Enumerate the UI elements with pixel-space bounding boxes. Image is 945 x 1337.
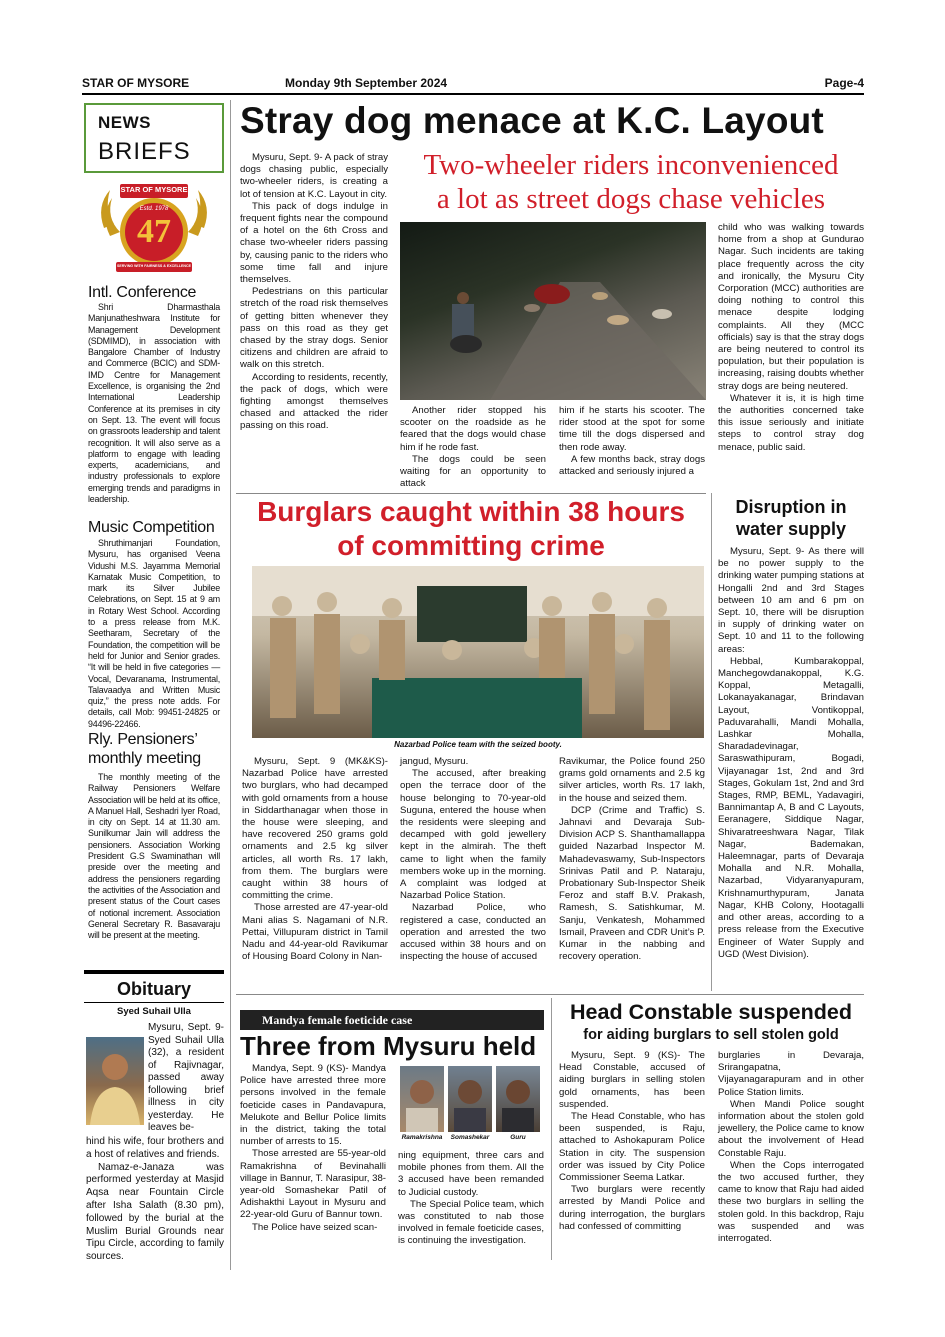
briefs-title-box bbox=[84, 103, 224, 173]
accused-photo-3 bbox=[496, 1066, 540, 1132]
stray-paragraph: A few months back, stray dogs attacked and seriously injured a bbox=[559, 453, 705, 478]
stray-paragraph: Mysuru, Sept. 9- A pack of stray dogs chasing public, especially two-wheeler riders, is creating a lot of tension at K.C. Layout in city. bbox=[240, 152, 388, 200]
burglars-headline bbox=[238, 495, 704, 563]
stray-photo bbox=[400, 222, 706, 400]
burglars-paragraph: jangud, Mysuru. bbox=[400, 756, 469, 767]
brief-paragraph: Shri Dharmasthala Manjunatheshwara Institute for Management Development (SDMIMD), in association with Bangalore Chamber of Industry and Commerce (BCIC) and SDM-IMD Centre for Management Excellence, is organising the 2nd International Leadership Conference at its premises in city on Sept. 13. The event will focus on grassroots leadership and talent recognition. It will also serve as a platform to engage with leading experts, academicians, and industry professionals to explore emerging trends and paradigms in leadership. bbox=[88, 302, 220, 505]
constable-subheadline: for aiding burglars to sell stolen gold bbox=[583, 1027, 839, 1043]
accused-photo-1 bbox=[400, 1066, 444, 1132]
burglars-col3 bbox=[559, 756, 705, 963]
burglars-col2 bbox=[400, 756, 546, 963]
column-divider-right bbox=[711, 493, 712, 991]
water-headline bbox=[716, 496, 866, 540]
burglars-paragraph: Mysuru, Sept. 9 (MK&KS)- Nazarbad Police have arrested two burglars, who had decamped with gold ornaments from a house in Siddarthanagar when those in the house were sleeping, and have recovered 250 grams gold ornaments and 2.5 kg silver articles, all worth Rs. 17 lakh, from them. The burglars were caught within 38 hours of committing the crime. bbox=[242, 756, 388, 902]
feticide-paragraph: Those arrested are 55-year-old Ramakrishna of Bevinahalli village in Bannur, T. Narasipur, 38-year-old Somashekar Patil of Adishakthi Layout in Mysuru and 22-year-old Guru of Bannur town. bbox=[240, 1148, 386, 1221]
constable-paragraph: burglaries in Devaraja, Srirangapatna, Vijayanagarapuram and in other Police Station limits. bbox=[718, 1050, 864, 1098]
constable-paragraph: The Head Constable, who has been suspended, is Raju, attached to Ashokapuram Police Station in city. The suspension order was issued by City Police Commissioner Seema Latkar. bbox=[559, 1111, 705, 1184]
stray-paragraph: The dogs could be seen waiting for an opportunity to attack bbox=[400, 453, 546, 490]
constable-paragraph: Mysuru, Sept. 9 (KS)- The Head Constable, accused of aiding burglars in selling stolen gold ornaments, has been suspended. bbox=[559, 1050, 705, 1110]
page-number: Page-4 bbox=[824, 76, 864, 90]
brief-paragraph: Shruthimanjari Foundation, Mysuru, has organised Veena Vidushi M.S. Jayamma Memorial Karnatak Music Competition, to mark its Silver Jubilee Celebrations, on Sept. 15 at 9 am in Rotary West School. According to a press release from M.K. Seetharam, Secretary of the Foundation, the competition will be held for Junior and Senior grades. “It will be held in five categories — Vocal, Devaranama, Instrumental, Talavaadya and Written Music quiz,” the press note adds. For details, call Mob: 99451-24825 or 94496-22466. bbox=[88, 538, 220, 729]
stray-subheadline-line2: a lot as street dogs chase vehicles bbox=[436, 183, 826, 215]
burglars-paragraph: The accused, after breaking open the terrace door of the house belonging to 70-year-old Suguna, entered the house when the residents were sleeping and decamped with gold jewellery kept in the almirah. The theft came to light when the family members woke up in the morning. A complaint was lodged at Nazarbad Police Station. bbox=[400, 768, 546, 902]
masthead bbox=[82, 76, 864, 92]
water-headline-line2: water supply bbox=[735, 519, 847, 539]
paper-name: STAR OF MYSORE bbox=[82, 76, 190, 90]
brief-heading-music: Music Competition bbox=[88, 519, 215, 536]
obituary-paragraph: hind his wife, four brothers and a host of relatives and friends. bbox=[86, 1136, 224, 1160]
burglars-paragraph: Those arrested are 47-year-old Mani alias S. Nagamani of N.R. Pettai, Villupuram district in Tamil Nadu and 44-year-old Ravikumar of Housing Board Colony in Nan- bbox=[242, 902, 388, 963]
stray-paragraph: him if he starts his scooter. The rider stood at the spot for some time till the dogs dispersed and then rode away. bbox=[559, 405, 705, 453]
burglars-photo bbox=[252, 566, 704, 738]
constable-paragraph: Two burglars were recently arrested by Mandi Police and during interrogation, the burglars had confessed of committing bbox=[559, 1184, 705, 1232]
masthead-rule bbox=[82, 93, 864, 95]
anniversary-logo bbox=[90, 176, 218, 280]
accused-name-1: Ramakrishna bbox=[401, 1134, 443, 1141]
issue-date: Monday 9th September 2024 bbox=[285, 76, 448, 90]
briefs-title-news: NEWS bbox=[98, 113, 151, 132]
brief-paragraph: The monthly meeting of the Railway Pensioners Welfare Association will be held at its office, A Manuel Hall, Seshadri Iyer Road, in city on Sept. 14 at 11.30 am. Sunilkumar Jain will address the pensioners. Association Working President G.S Swaminathan will preside over the meeting and address the pensioners regarding the activities of the Association and present status of the Court cases of notional increment. Association General Secretary R. Basavaraju will be present at the meeting. bbox=[88, 772, 220, 941]
burglars-headline-line2: of committing crime bbox=[337, 530, 605, 561]
water-paragraph: Hebbal, Kumbarakoppal, Manchegowdanakoppal, K.G. Koppal, Metagalli, Lokanayakanagar, Brindavan Layout, Vontikoppal, Paduvarahalli, Mandi Mohalla, Lashkar Mohalla, Sharadadevinagar, Saraswathipuram, Bogadi, Vijayanagar 1st, 2nd and 3rd Stages, Gokulam 1st, 2nd and 3rd Stages, RMP, BEML, Yadavagiri, Bannimantap A, B and C Layouts, Eeranagere, Siddique Nagar, Shivaratreeshwara Nagar, Tilak Nagar, Bademakan, Haleemnagar, parts of Devaraja Mohalla and N.R. Mohalla, Nazarbad, Vidyaranyapuram, Krishnamurthypuram, Janata Nagar, KHB Colony, Hootagalli and other areas, according to a press release from the Executive Engineer of Water Supply and UGD (West Division). bbox=[718, 655, 864, 960]
obituary-text-full bbox=[86, 1136, 224, 1264]
burglars-paragraph: Nazarbad Police, who registered a case, conducted an operation and arrested the two accused within 38 hours and on inspecting the house of accused bbox=[400, 902, 546, 963]
burglars-paragraph: Ravikumar, the Police found 250 grams gold ornaments and 2.5 kg silver articles, worth Rs. 17 lakh, in the house and seized them. bbox=[559, 756, 705, 804]
accused-photos bbox=[398, 1066, 544, 1141]
burglars-paragraph: DCP (Crime and Traffic) S. Jahnavi and Devaraja Sub-Division ACP S. Shanthamallappa guided Nazarbad Inspector M. Mahadevaswamy, Sub-Inspectors Srinivas Patil and P. Nataraju, Probationary Sub-Inspector Sheik Feroz and staff B.V. Prakash, Ramesh, S. Satishkumar, M. Sanju, Venkatesh, Mohammed Ismail, Praveen and CDR Unit’s P. Kumar in the nabbing and recovery operation. bbox=[559, 804, 705, 963]
stray-col2 bbox=[400, 405, 546, 490]
section-divider bbox=[236, 493, 706, 494]
accused-name-3: Guru bbox=[510, 1134, 526, 1141]
logo-number: 47 bbox=[137, 213, 171, 250]
stray-col3 bbox=[559, 405, 705, 478]
feticide-paragraph: ning equipment, three cars and mobile phones from them. All the 3 accused have been remanded to Judicial custody. bbox=[398, 1150, 544, 1198]
burglars-col1 bbox=[242, 756, 388, 963]
constable-col1 bbox=[559, 1050, 705, 1233]
obituary-text-wrap bbox=[148, 1022, 224, 1135]
feticide-headline: Three from Mysuru held bbox=[240, 1031, 537, 1061]
column-divider-bottom bbox=[551, 998, 552, 1260]
stray-paragraph: Another rider stopped his scooter on the roadside as he feared that the dogs would chase him if he rode fast. bbox=[400, 405, 546, 453]
stray-paragraph: According to residents, recently, the pack of dogs, which were fighting amongst themselves chased and attacked the rider passing on this road. bbox=[240, 371, 388, 432]
obituary-paragraph: Mysuru, Sept. 9- Syed Suhail Ulla (32), a resident of Rajivnagar, passed away following brief illness in city yesterday. He leaves be- bbox=[148, 1022, 224, 1133]
water-headline-line1: Disruption in bbox=[735, 497, 847, 517]
obituary-rule bbox=[84, 1002, 224, 1003]
burglars-headline-line1: Burglars caught within 38 hours bbox=[257, 496, 685, 527]
obituary-name: Syed Suhail Ulla bbox=[117, 1006, 191, 1017]
burglars-caption: Nazarbad Police team with the seized booty. bbox=[394, 740, 562, 749]
constable-headline: Head Constable suspended bbox=[570, 1000, 852, 1024]
stray-paragraph: This pack of dogs indulge in frequent fights near the compound of a hotel on the 6th Cross and chase two-wheeler riders passing by, causing panic to the riders who some time fall and injure themselves. bbox=[240, 200, 388, 286]
stray-paragraph: Whatever it is, it is high time the authorities concerned take this issue seriously and initiate steps to control stray dog menace, public said. bbox=[718, 392, 864, 453]
sidebar-divider bbox=[84, 970, 224, 974]
feticide-kicker: Mandya female foeticide case bbox=[240, 1010, 544, 1030]
feticide-col2 bbox=[398, 1150, 544, 1248]
constable-paragraph: When the Cops interrogated the two accused further, they came to know that Raju had aided these two burglars in selling the stolen gold. In this backdrop, Raju was suspended and was interrogated. bbox=[718, 1159, 864, 1245]
logo-bottom-text: SERVING WITH FAIRNESS & EXCELLENCE bbox=[116, 264, 191, 268]
water-paragraph: Mysuru, Sept. 9- As there will be no power supply to the drinking water pumping stations at Hongalli 2nd and 3rd Stages between 10 am and 6 pm on Sept. 10, there will be disruption in supply of drinking water on Sept. 10 and 11 to the following areas: bbox=[718, 546, 864, 655]
stray-subheadline bbox=[396, 148, 866, 216]
water-text bbox=[718, 546, 864, 961]
obituary-paragraph: Namaz-e-Janaza was performed yesterday at Masjid Aqsa near Fountain Circle after Isha Salath (8.30 pm), followed by the burial at the Muslim Burial Grounds near Tipu Circle, according to family sources. bbox=[86, 1161, 224, 1263]
section-divider-bottom bbox=[236, 994, 864, 995]
feticide-paragraph: The Special Police team, which was constituted to nab those involved in female foeticide cases, is continuing the investigation. bbox=[398, 1198, 544, 1247]
feticide-col1 bbox=[240, 1063, 386, 1234]
feticide-paragraph: The Police have seized scan- bbox=[252, 1221, 378, 1233]
brief-text-pensioners bbox=[88, 772, 220, 941]
constable-paragraph: When Mandi Police sought information about the stolen gold jewellery, the Police came to know about the involvement of Head Constable Raju. bbox=[718, 1098, 864, 1159]
brief-text-music bbox=[88, 538, 220, 730]
accused-photo-2 bbox=[448, 1066, 492, 1132]
feticide-paragraph: Mandya, Sept. 9 (KS)- Mandya Police have arrested three more persons involved in the female foeticide cases in Pandavapura, Melukote and Bellur Police limits in the district, taking the total number of arrests to 15. bbox=[240, 1063, 386, 1148]
stray-col1 bbox=[240, 152, 388, 433]
brief-heading-conference: Intl. Conference bbox=[88, 284, 197, 301]
stray-paragraph: child who was walking towards home from a shop at Gundurao Nagar. Such incidents are taking place frequently across the city and ironically, the Mysuru City Corporation (MCC) authorities are doing nothing to control this menace despite lodging complaints. All they (MCC officials) say is that the stray dogs are being neutered to control its population, but their population is increasing, raising doubts whether stray dogs are being neutered. bbox=[718, 222, 864, 392]
accused-name-2: Somashekar bbox=[450, 1134, 490, 1141]
obituary-title: Obituary bbox=[116, 979, 191, 999]
brief-text-conference bbox=[88, 302, 220, 505]
stray-subheadline-line1: Two-wheeler riders inconvenienced bbox=[423, 149, 839, 181]
constable-col2 bbox=[718, 1050, 864, 1245]
stray-headline: Stray dog menace at K.C. Layout bbox=[240, 100, 824, 141]
briefs-title-briefs: BRIEFS bbox=[98, 138, 191, 165]
column-divider bbox=[230, 100, 231, 1270]
obituary-photo bbox=[86, 1037, 144, 1125]
brief-heading-pensioners: Rly. Pensioners’ monthly meeting bbox=[88, 731, 201, 767]
stray-paragraph: Pedestrians on this particular stretch of the road risk themselves of getting bitten whenever they pass on this road as they get chased by the stray dogs. Senior citizens and children are afraid to walk on this stretch. bbox=[240, 286, 388, 371]
logo-estd: Estd. 1978 bbox=[139, 206, 169, 212]
stray-col4 bbox=[718, 222, 864, 454]
logo-top-text: STAR OF MYSORE bbox=[120, 185, 188, 194]
